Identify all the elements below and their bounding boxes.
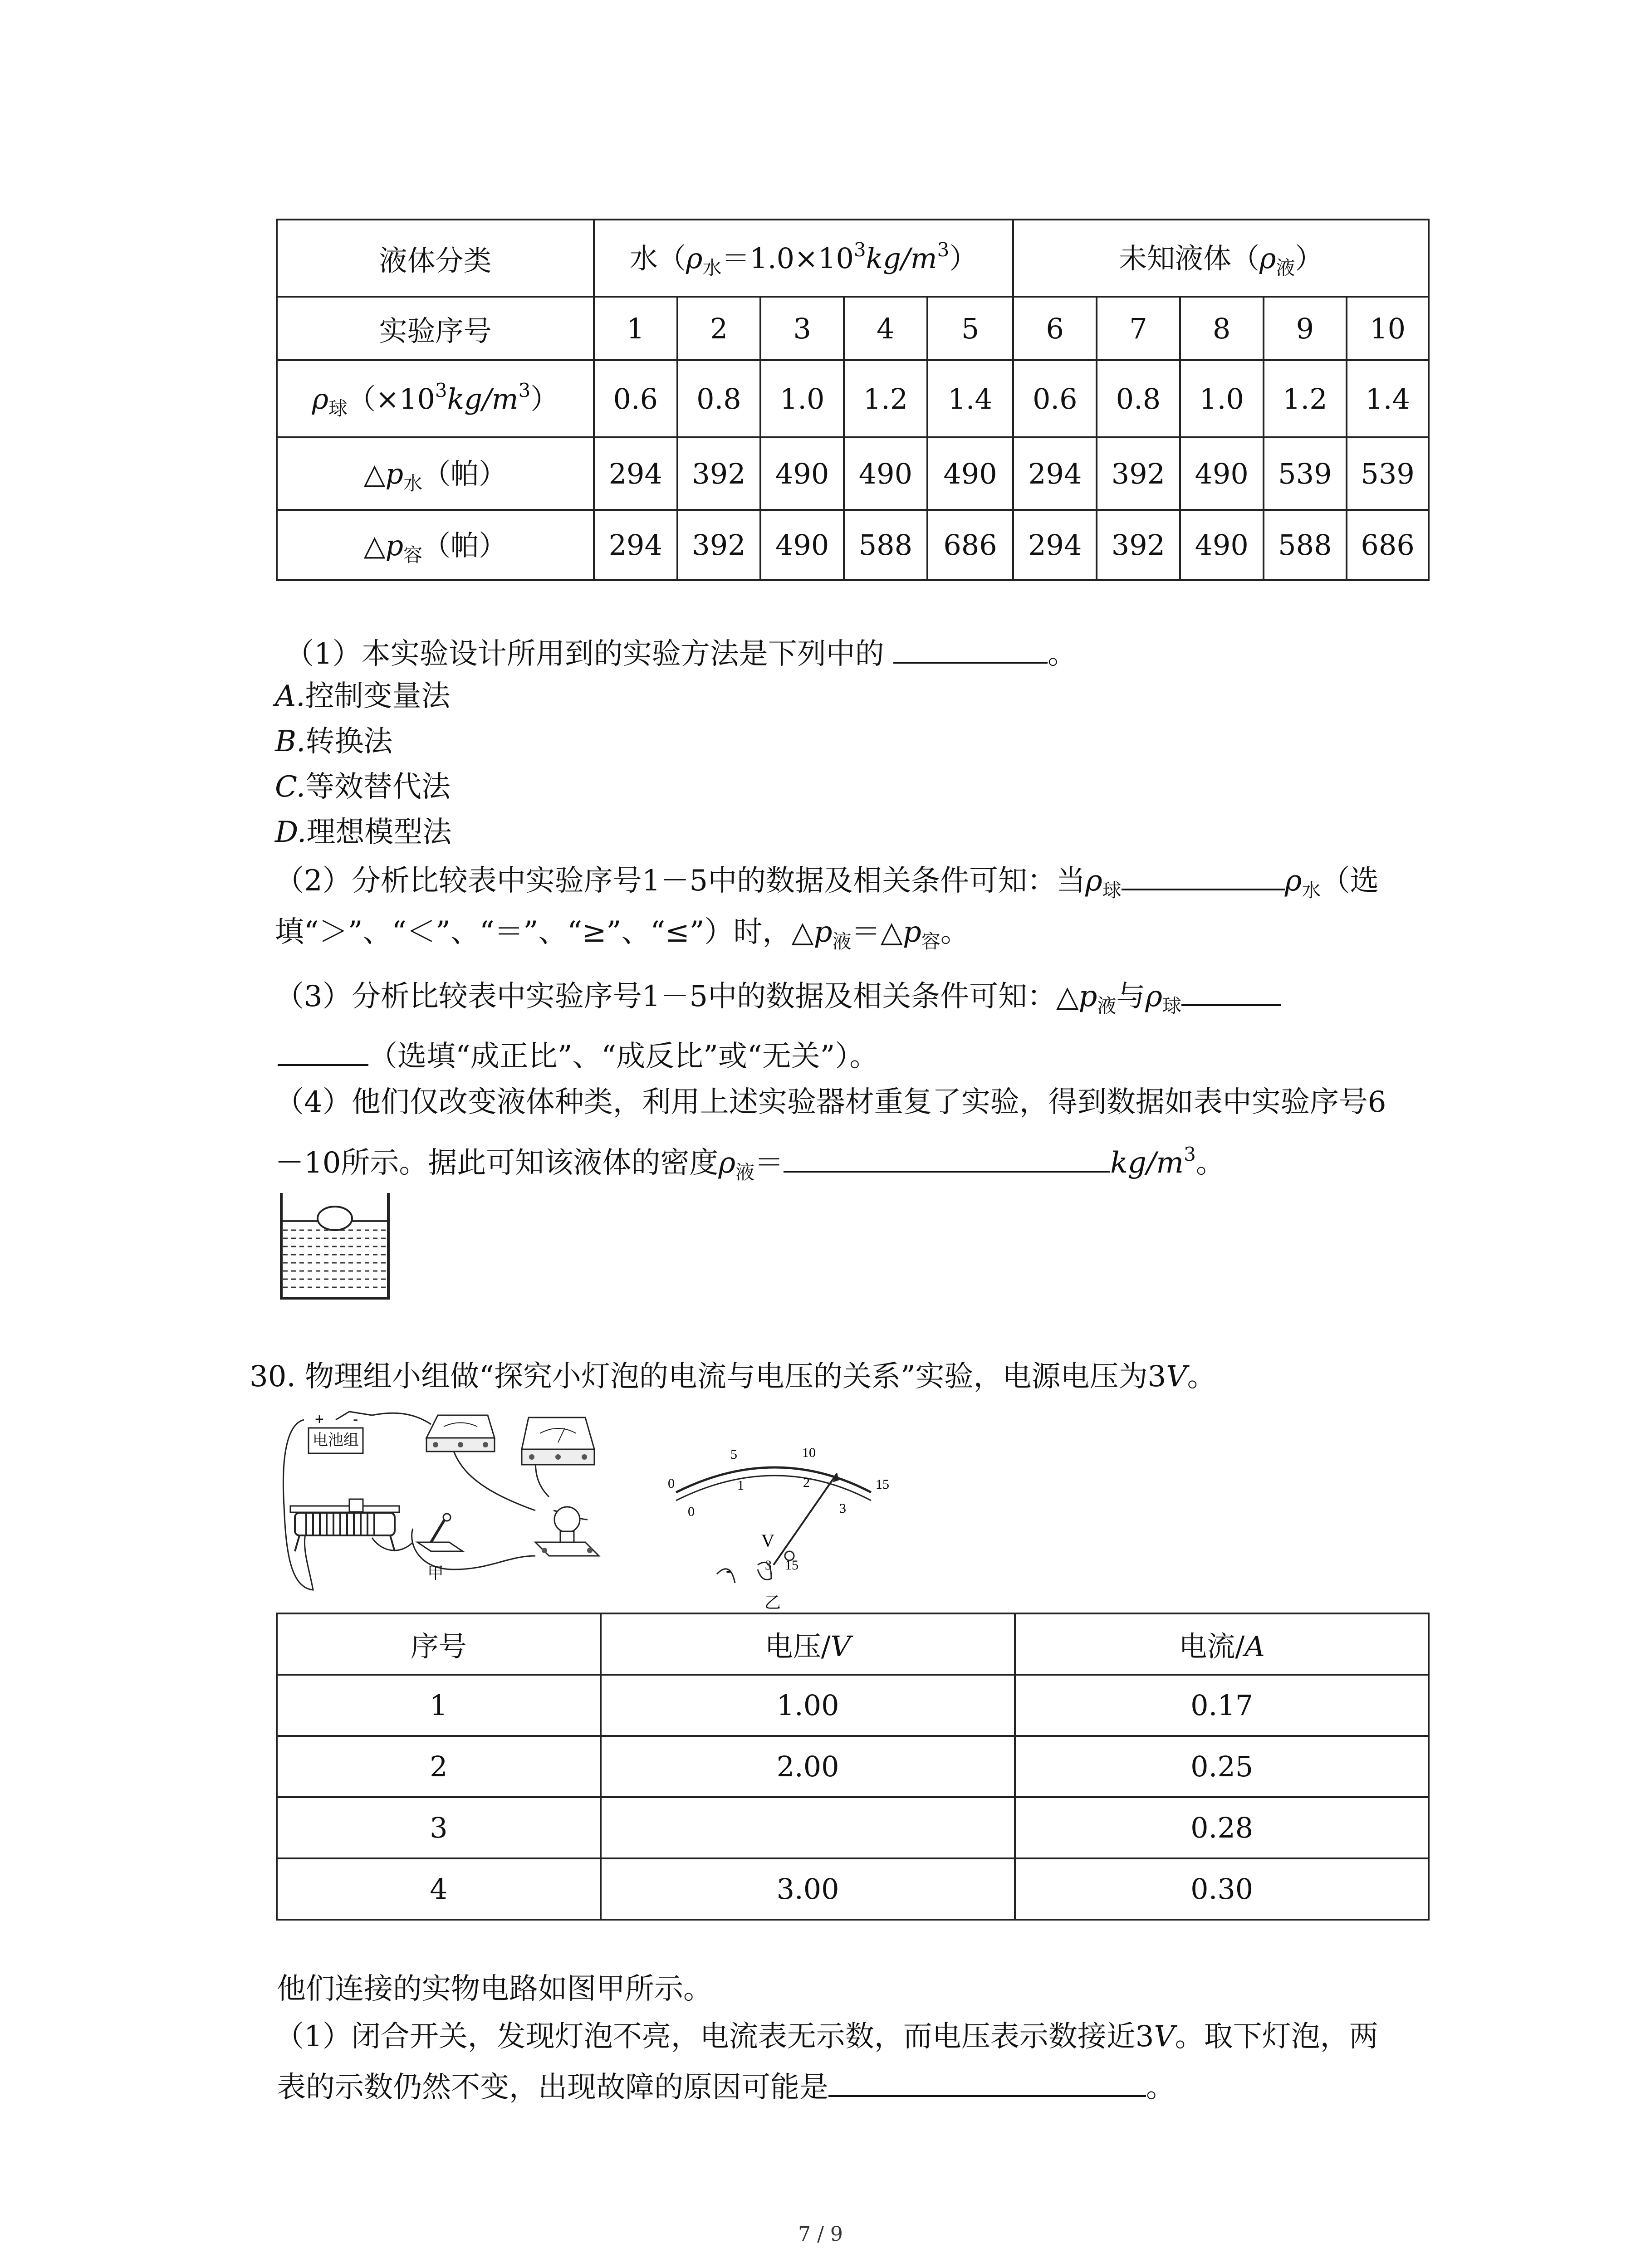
q30-title: 30. 物理组小组做“探究小灯泡的电流与电压的关系”实验，电源电压为3V。 <box>250 1360 1216 1393</box>
q29-part4-line2: －10所示。据此可知该液体的密度$\rho_液= kg/m^3$。 <box>275 1134 1225 1193</box>
index-cell: 3 <box>277 1797 601 1858</box>
switch <box>417 1514 463 1582</box>
index-cell: 6 <box>1013 297 1097 360</box>
index-cell: 1 <box>594 297 677 360</box>
ammeter-device <box>426 1415 495 1452</box>
svg-text:-: - <box>726 1560 732 1580</box>
rho-ball-cell: 1.0 <box>760 360 844 437</box>
voltage-cell: 2.00 <box>601 1736 1015 1797</box>
dp-water-cell: 392 <box>677 437 761 510</box>
dp-water-cell: 392 <box>1097 437 1180 510</box>
header-current: 电流/A <box>1015 1613 1429 1675</box>
q29-part3-line1: （3）分析比较表中实验序号1－5中的数据及相关条件可知：$\triangle p_液$与$\rho_球$ <box>275 975 1281 1026</box>
dp-container-cell: 294 <box>1013 510 1097 580</box>
q29-part3-blank-b[interactable] <box>278 1035 368 1066</box>
index-cell: 7 <box>1097 297 1180 360</box>
q29-option-a: A.控制变量法 <box>275 679 451 713</box>
dp-water-cell: 490 <box>927 437 1014 510</box>
dp-container-cell: 490 <box>1180 510 1264 580</box>
header-water-group: 水$(\rho_水=1.0\times 10^3kg/m^3)$ <box>594 220 1013 297</box>
q30-part1-blank[interactable] <box>828 2066 1146 2097</box>
q29-part4-line1: （4）他们仅改变液体种类，利用上述实验器材重复了实验，得到数据如表中实验序号6 <box>275 1085 1386 1119</box>
dp-container-cell: 686 <box>927 510 1014 580</box>
q30-part1-line2: 表的示数仍然不变，出现故障的原因可能是 。 <box>277 2066 1175 2108</box>
header-dp-container: $\triangle p_容$（帕） <box>277 510 594 580</box>
header-experiment-index: 实验序号 <box>277 297 594 360</box>
q29-part2-blank[interactable] <box>1122 860 1285 890</box>
dp-water-cell: 294 <box>1013 437 1097 510</box>
dp-water-cell: 490 <box>844 437 927 510</box>
table-row <box>277 1675 1429 1736</box>
rho-ball-cell: 1.0 <box>1180 360 1264 437</box>
page-number: 7 / 9 <box>798 2223 843 2246</box>
q29-option-c: C.等效替代法 <box>275 770 451 804</box>
q29-option-b: B.转换法 <box>275 725 393 758</box>
dp-container-cell: 588 <box>1264 510 1347 580</box>
floating-ball <box>318 1207 352 1230</box>
index-cell: 1 <box>277 1675 601 1736</box>
dp-water-cell: 539 <box>1264 437 1347 510</box>
current-cell: 0.17 <box>1015 1675 1429 1736</box>
rho-ball-cell: 1.2 <box>844 360 927 437</box>
index-cell: 3 <box>760 297 844 360</box>
q30-part1-line1: （1）闭合开关，发现灯泡不亮，电流表无示数，而电压表示数接近3V。取下灯泡，两 <box>275 2020 1378 2053</box>
q29-part2-line1: （2）分析比较表中实验序号1－5中的数据及相关条件可知：当$\rho_球$ $\rho_水$（选 <box>275 860 1379 911</box>
index-cell: 5 <box>927 297 1014 360</box>
header-voltage: 电压/V <box>601 1613 1015 1675</box>
svg-text:3: 3 <box>765 1558 772 1573</box>
rho-ball-cell: 1.4 <box>927 360 1014 437</box>
voltage-cell: 3.00 <box>601 1858 1015 1920</box>
dial-top-tick: 5 <box>730 1447 737 1462</box>
density-data-table <box>276 219 1430 581</box>
svg-text:+: + <box>315 1411 324 1428</box>
rho-ball-cell: 1.4 <box>1347 360 1429 437</box>
dial-bottom-tick: 3 <box>839 1501 846 1516</box>
circuit-figure-jia <box>281 1406 653 1606</box>
index-cell: 4 <box>277 1858 601 1920</box>
dial-bottom-tick: 2 <box>803 1475 810 1490</box>
rheostat <box>290 1499 399 1551</box>
dial-top-tick: 0 <box>668 1476 675 1491</box>
dp-water-cell: 490 <box>1180 437 1264 510</box>
dp-container-cell: 392 <box>677 510 761 580</box>
header-dp-water: $\triangle p_水$（帕） <box>277 437 594 510</box>
q30-intro: 他们连接的实物电路如图甲所示。 <box>277 1972 712 2006</box>
dp-container-cell: 294 <box>594 510 677 580</box>
rho-ball-cell: 0.8 <box>1097 360 1180 437</box>
index-cell: 2 <box>277 1736 601 1797</box>
table-row <box>277 1797 1429 1858</box>
table-row <box>277 1736 1429 1797</box>
header-liquid-type: 液体分类 <box>277 220 594 297</box>
voltage-cell <box>601 1797 1015 1858</box>
lamp <box>535 1507 599 1556</box>
svg-text:15: 15 <box>785 1558 798 1573</box>
index-cell: 8 <box>1180 297 1264 360</box>
battery-pack <box>309 1411 363 1453</box>
container-with-ball-figure <box>276 1193 394 1302</box>
q29-part2-line2: 填“＞”、“＜”、“＝”、“≥”、“≤”）时，$\triangle p_液=\triangle p_容$。 <box>275 915 970 953</box>
index-cell: 9 <box>1264 297 1347 360</box>
table-row <box>277 1858 1429 1920</box>
q29-part4-blank[interactable] <box>784 1142 1110 1173</box>
voltmeter-dial-figure-yi <box>658 1433 894 1615</box>
header-index: 序号 <box>277 1613 601 1675</box>
svg-text:-: - <box>353 1411 358 1428</box>
dial-bottom-tick: 0 <box>688 1504 695 1519</box>
dp-water-cell: 539 <box>1347 437 1429 510</box>
q29-option-d: D.理想模型法 <box>275 816 452 849</box>
q29-part1: （1）本实验设计所用到的实验方法是下列中的 。 <box>285 633 1077 675</box>
rho-ball-cell: 1.2 <box>1264 360 1347 437</box>
svg-text:电池组: 电池组 <box>313 1432 359 1449</box>
dial-symbol: V <box>761 1530 774 1551</box>
dp-water-cell: 294 <box>594 437 677 510</box>
rho-ball-cell: 0.8 <box>677 360 761 437</box>
dp-container-cell: 392 <box>1097 510 1180 580</box>
rho-ball-cell: 0.6 <box>594 360 677 437</box>
current-cell: 0.25 <box>1015 1736 1429 1797</box>
current-cell: 0.30 <box>1015 1858 1429 1920</box>
voltage-cell: 1.00 <box>601 1675 1015 1736</box>
dial-bottom-tick: 1 <box>737 1478 744 1493</box>
voltmeter-device <box>522 1418 594 1465</box>
q29-part1-blank[interactable] <box>893 633 1048 664</box>
header-ball-density: $\rho_球(\times 10^3kg/m^3)$ <box>277 360 594 437</box>
dial-terminals <box>717 1551 798 1583</box>
dp-container-cell: 490 <box>760 510 844 580</box>
index-cell: 10 <box>1347 297 1429 360</box>
dial-top-tick: 15 <box>876 1477 889 1492</box>
dp-container-cell: 686 <box>1347 510 1429 580</box>
dial-top-tick: 10 <box>802 1445 816 1460</box>
index-cell: 4 <box>844 297 927 360</box>
q29-part3-line2: （选填“成正比”、“成反比”或“无关”）。 <box>278 1035 878 1077</box>
header-unknown-group: 未知液体$(\rho_液)$ <box>1013 220 1429 297</box>
q29-part3-blank-a[interactable] <box>1181 975 1281 1006</box>
index-cell: 2 <box>677 297 761 360</box>
dp-container-cell: 588 <box>844 510 927 580</box>
voltage-current-table <box>276 1613 1430 1921</box>
dp-water-cell: 490 <box>760 437 844 510</box>
svg-text:甲: 甲 <box>427 1564 444 1582</box>
current-cell: 0.28 <box>1015 1797 1429 1858</box>
dial-caption: 乙 <box>764 1593 781 1612</box>
rho-ball-cell: 0.6 <box>1013 360 1097 437</box>
